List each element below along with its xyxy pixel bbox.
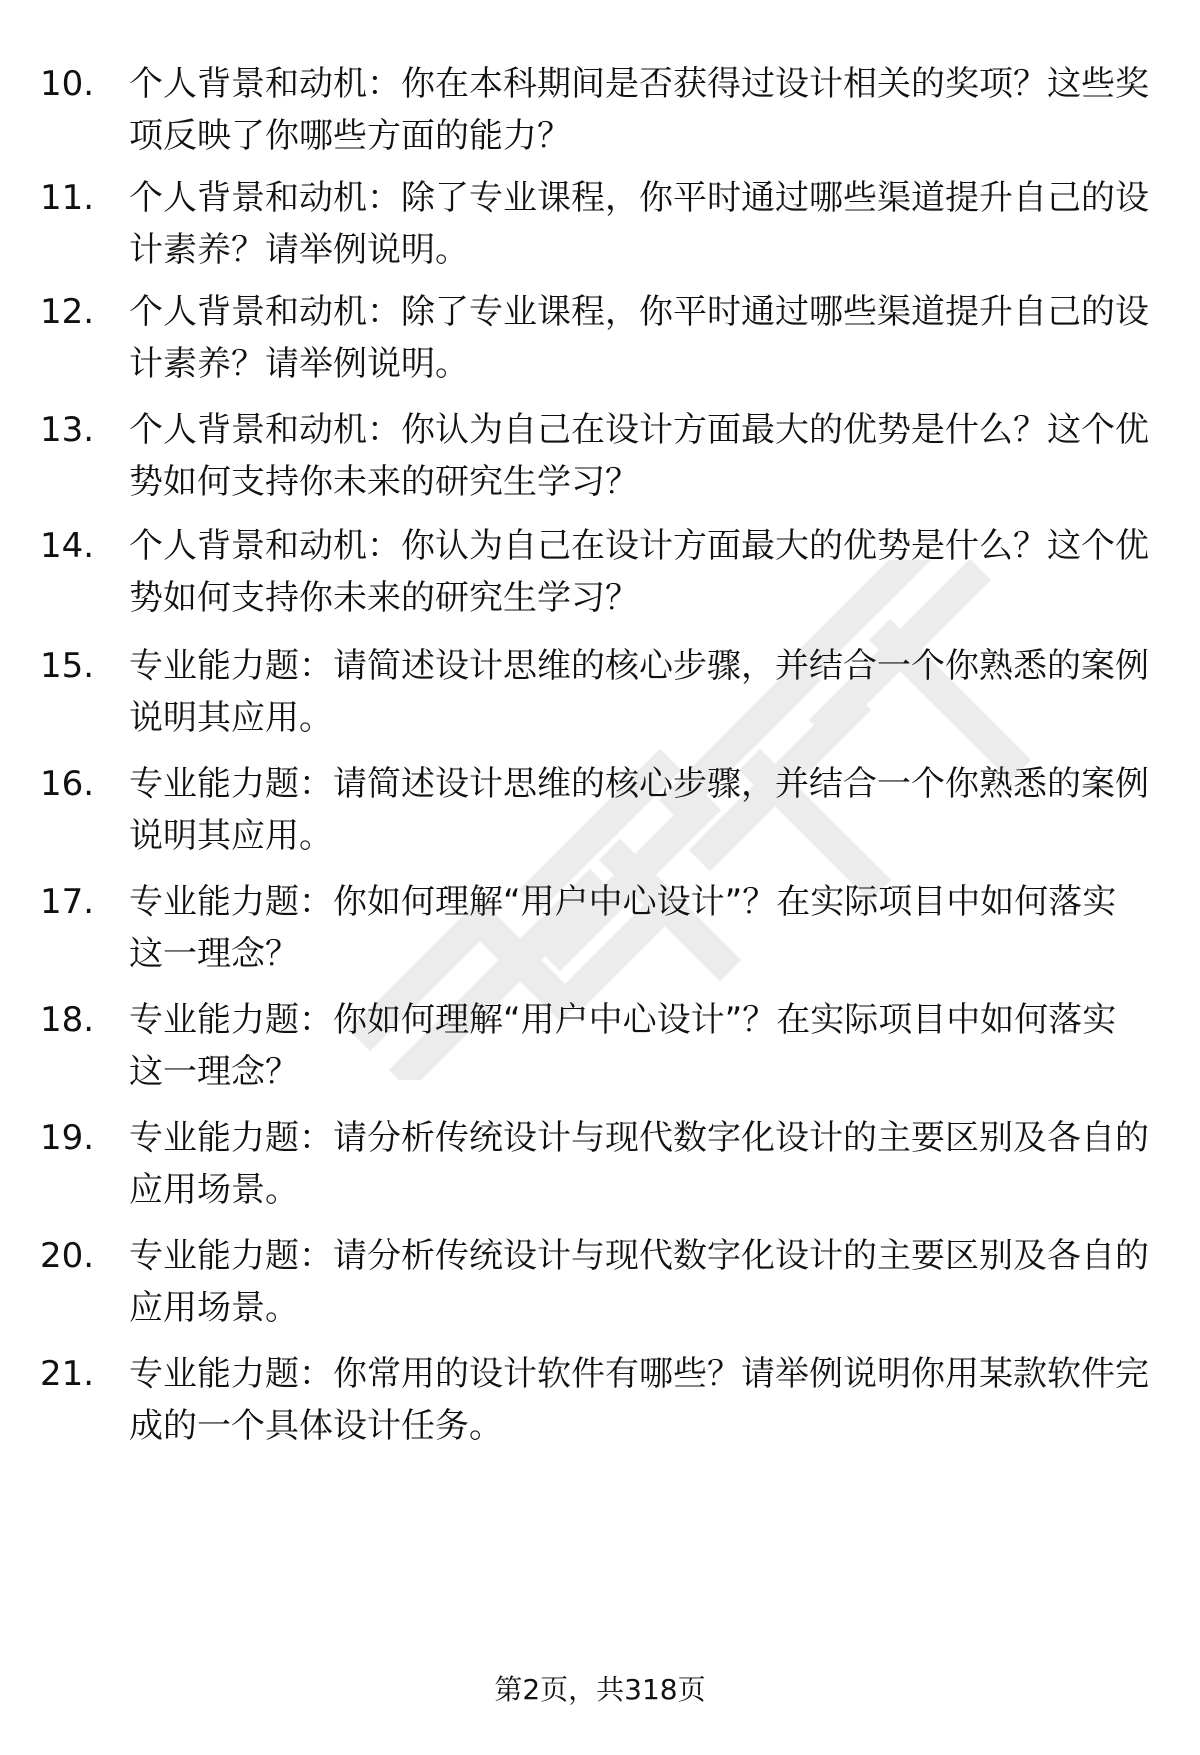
question-number: 21. <box>40 1354 95 1394</box>
question-item <box>0 640 1200 750</box>
question-number: 18. <box>40 1000 95 1040</box>
question-text: 个人背景和动机：除了专业课程，你平时通过哪些渠道提升自己的设计素养？请举例说明。 <box>129 292 1149 384</box>
question-number: 16. <box>40 764 95 804</box>
question-item <box>0 1230 1200 1340</box>
question-text: 专业能力题：请分析传统设计与现代数字化设计的主要区别及各自的应用场景。 <box>129 1118 1149 1210</box>
page-footer <box>0 1670 1200 1710</box>
question-item <box>0 758 1200 868</box>
question-number: 10. <box>40 64 95 104</box>
question-item <box>0 404 1200 514</box>
question-number: 14. <box>40 526 95 566</box>
question-text: 个人背景和动机：你认为自己在设计方面最大的优势是什么？这个优势如何支持你未来的研究生学习？ <box>129 410 1149 502</box>
question-text: 专业能力题：请分析传统设计与现代数字化设计的主要区别及各自的应用场景。 <box>129 1236 1149 1328</box>
question-item <box>0 876 1200 986</box>
question-text: 专业能力题：你如何理解“用户中心设计”？在实际项目中如何落实这一理念？ <box>129 882 1117 974</box>
question-item <box>0 286 1200 396</box>
question-item <box>0 520 1200 630</box>
question-text: 个人背景和动机：你认为自己在设计方面最大的优势是什么？这个优势如何支持你未来的研究生学习？ <box>129 526 1149 618</box>
question-number: 12. <box>40 292 95 332</box>
page-number-label: 第2页，共318页 <box>494 1673 706 1706</box>
question-item <box>0 1112 1200 1222</box>
question-text: 个人背景和动机：除了专业课程，你平时通过哪些渠道提升自己的设计素养？请举例说明。 <box>129 178 1149 270</box>
question-number: 19. <box>40 1118 95 1158</box>
question-item <box>0 1348 1200 1458</box>
question-item <box>0 172 1200 282</box>
question-number: 15. <box>40 646 95 686</box>
question-number: 11. <box>40 178 95 218</box>
question-text: 专业能力题：你如何理解“用户中心设计”？在实际项目中如何落实这一理念？ <box>129 1000 1117 1092</box>
question-number: 13. <box>40 410 95 450</box>
question-item <box>0 58 1200 168</box>
question-item <box>0 994 1200 1104</box>
question-number: 17. <box>40 882 95 922</box>
question-text: 专业能力题：请简述设计思维的核心步骤，并结合一个你熟悉的案例说明其应用。 <box>129 646 1149 738</box>
question-text: 个人背景和动机：你在本科期间是否获得过设计相关的奖项？这些奖项反映了你哪些方面的能力？ <box>129 64 1149 156</box>
question-number: 20. <box>40 1236 95 1276</box>
question-text: 专业能力题：请简述设计思维的核心步骤，并结合一个你熟悉的案例说明其应用。 <box>129 764 1149 856</box>
question-text: 专业能力题：你常用的设计软件有哪些？请举例说明你用某款软件完成的一个具体设计任务。 <box>129 1354 1149 1446</box>
